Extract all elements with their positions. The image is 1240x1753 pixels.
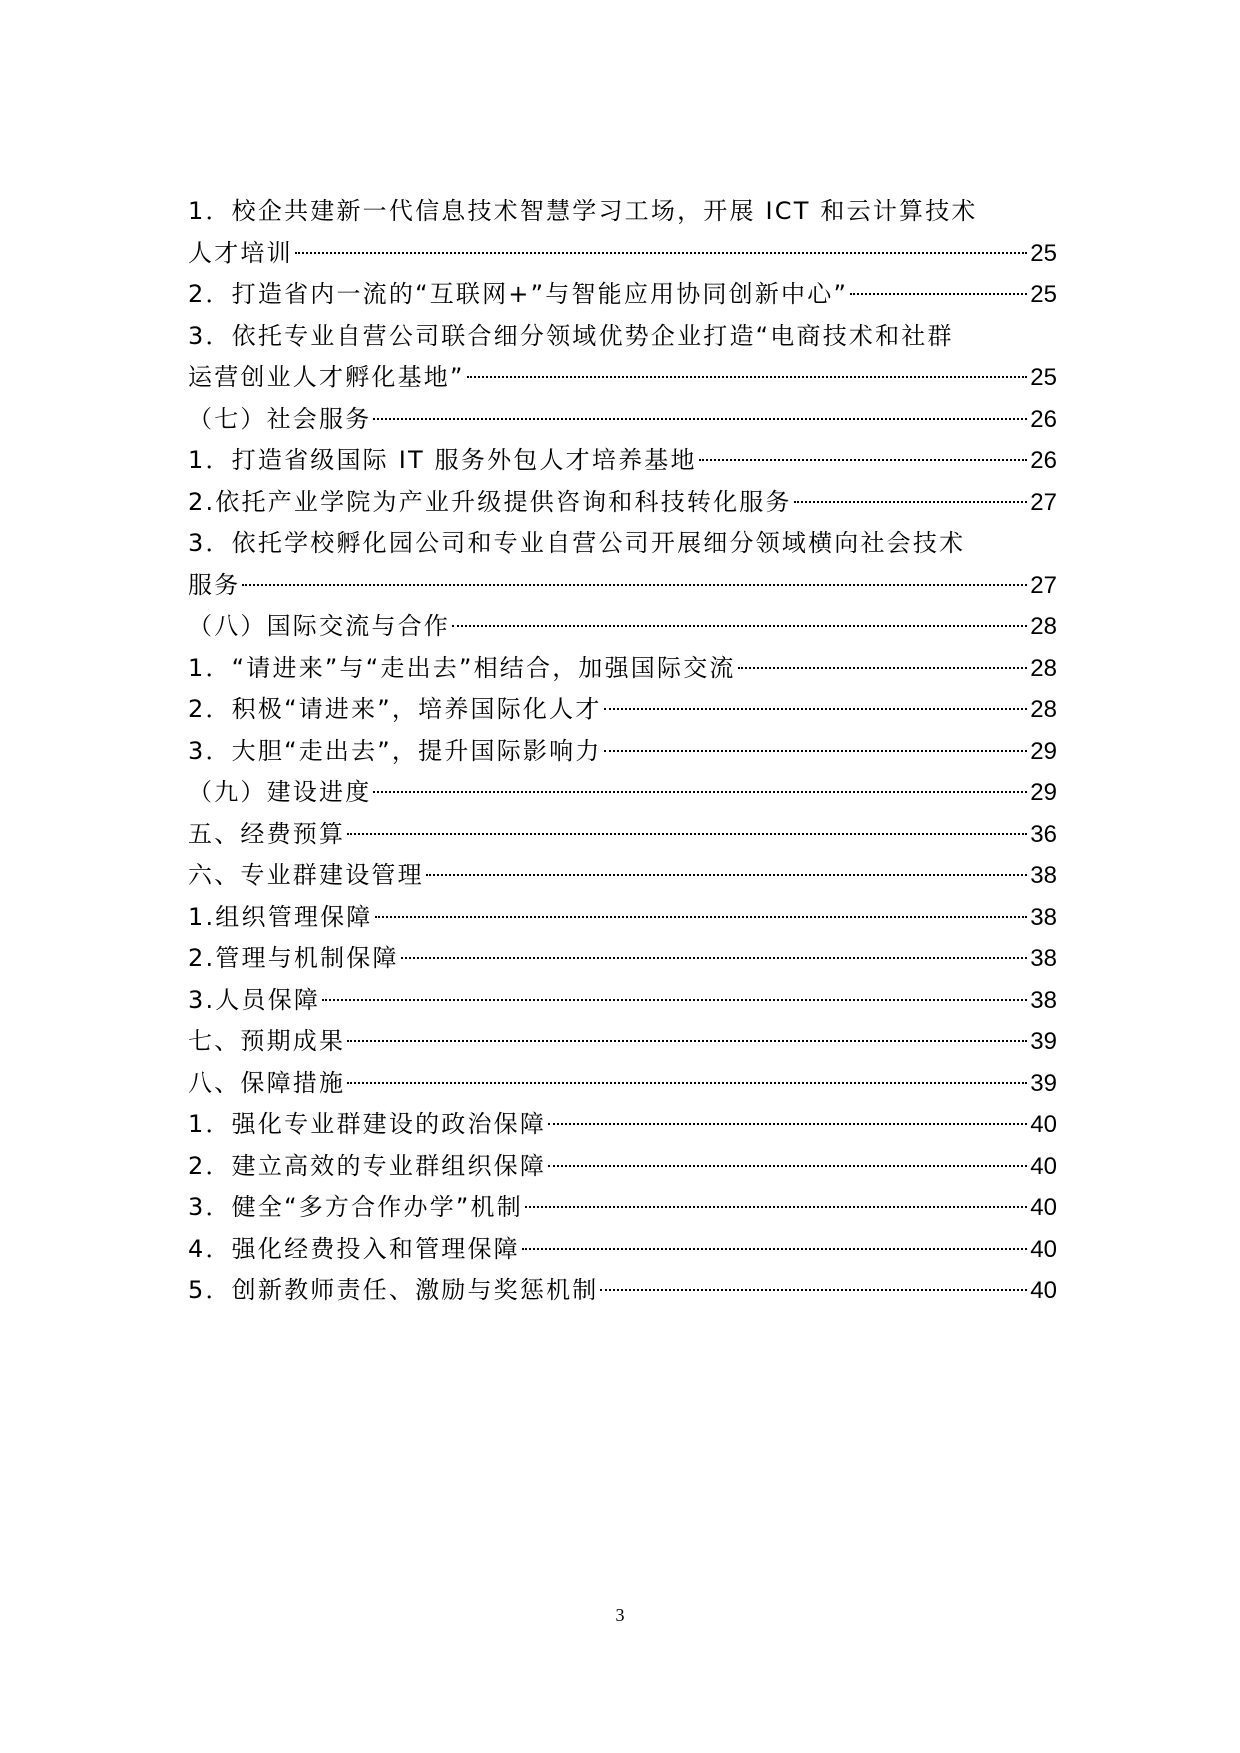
dot-leader (738, 667, 1028, 669)
toc-entry-title: 1．强化专业群建设的政治保障 (188, 1110, 547, 1138)
toc-page-number: 40 (1030, 1235, 1057, 1263)
toc-entry[interactable] (188, 1104, 1057, 1146)
toc-entry-title: 七、预期成果 (188, 1027, 346, 1055)
dot-leader (794, 501, 1028, 503)
toc-entry-section[interactable] (188, 606, 1057, 648)
toc-entry-title: 人才培训 (188, 238, 293, 267)
toc-page-number: 26 (1030, 447, 1057, 474)
dot-leader (322, 999, 1027, 1001)
dot-leader (426, 874, 1027, 876)
dot-leader (850, 293, 1027, 295)
toc-entry-section[interactable] (188, 772, 1057, 814)
dot-leader (604, 708, 1028, 710)
toc-entry-section[interactable] (188, 399, 1057, 441)
toc-entry-title: 1．“请进来”与“走出去”相结合，加强国际交流 (188, 653, 736, 682)
toc-entry-chapter[interactable] (188, 1063, 1057, 1105)
toc-entry-chapter[interactable] (188, 1021, 1057, 1063)
toc-page-number: 26 (1030, 405, 1057, 433)
dot-leader (522, 1248, 1027, 1250)
dot-leader (452, 625, 1027, 627)
dot-leader (548, 1123, 1027, 1125)
toc-entry[interactable] (188, 565, 1057, 607)
toc-entry-title: 5．创新教师责任、激励与奖惩机制 (188, 1276, 599, 1304)
toc-page-number: 25 (1030, 239, 1057, 267)
toc-entry-title: 2．打造省内一流的“互联网+”与智能应用协同创新中心” (188, 280, 849, 308)
toc-page-number: 28 (1030, 696, 1057, 723)
toc-entry[interactable] (188, 274, 1057, 316)
toc-entry[interactable] (188, 233, 1057, 275)
toc-entry-title: （七）社会服务 (188, 404, 372, 433)
page-number: 3 (615, 1605, 625, 1625)
toc-entry[interactable] (188, 357, 1057, 399)
toc-page-number: 28 (1030, 654, 1057, 682)
dot-leader (295, 252, 1027, 254)
toc-entry-title: （八）国际交流与合作 (188, 612, 450, 640)
toc-page-number: 27 (1030, 571, 1057, 599)
toc-entry[interactable] (188, 648, 1057, 690)
toc-page-number: 29 (1030, 779, 1057, 806)
toc-entry-title: 4．强化经费投入和管理保障 (188, 1234, 520, 1263)
toc-entry-title: 八、保障措施 (188, 1068, 346, 1097)
toc-page-number: 40 (1030, 1111, 1057, 1138)
toc-entry-title: 服务 (188, 570, 241, 599)
toc-page-number: 36 (1030, 820, 1057, 848)
dot-leader (373, 791, 1027, 793)
toc-entry-title: 六、专业群建设管理 (188, 861, 424, 889)
dot-leader (467, 376, 1028, 378)
toc-entry[interactable] (188, 1146, 1057, 1188)
toc-entry[interactable] (188, 440, 1057, 482)
toc-page-number: 38 (1030, 862, 1057, 889)
toc-entry-title: 2.依托产业学院为产业升级提供咨询和科技转化服务 (188, 487, 792, 516)
toc-entry-title: 1．打造省级国际 IT 服务外包人才培养基地 (188, 446, 697, 474)
toc-page-number: 28 (1030, 613, 1057, 640)
toc-entry-first-line: 3．依托学校孵化园公司和专业自营公司开展细分领域横向社会技术 (188, 529, 966, 557)
toc-entry-title: 2．积极“请进来”，培养国际化人才 (188, 695, 602, 723)
toc-entry-chapter[interactable] (188, 855, 1057, 897)
toc-entry-title: 五、经费预算 (188, 819, 346, 848)
dot-leader (401, 957, 1028, 959)
toc-entry-title: （九）建设进度 (188, 778, 372, 806)
dot-leader (375, 916, 1028, 918)
toc-page-number: 40 (1030, 1194, 1057, 1221)
toc-page-number: 39 (1030, 1069, 1057, 1097)
toc-entry[interactable] (188, 1270, 1057, 1312)
dot-leader (604, 750, 1028, 752)
dot-leader (373, 418, 1027, 420)
toc-entry-title: 3．健全“多方合作办学”机制 (188, 1193, 523, 1221)
toc-entry[interactable] (188, 1187, 1057, 1229)
dot-leader (347, 833, 1027, 835)
toc-page-number: 40 (1030, 1152, 1057, 1180)
toc-entry-title: 3.人员保障 (188, 985, 321, 1014)
dot-leader (347, 1040, 1027, 1042)
toc-entry[interactable] (188, 897, 1057, 939)
dot-leader (242, 584, 1027, 586)
dot-leader (699, 459, 1028, 461)
toc-page-number: 38 (1030, 986, 1057, 1014)
dot-leader (600, 1289, 1027, 1291)
toc-page-number: 27 (1030, 488, 1057, 516)
toc-entry-title: 2．建立高效的专业群组织保障 (188, 1151, 547, 1180)
toc-entry-first-line: 3．依托专业自营公司联合细分领域优势企业打造“电商技术和社群 (188, 321, 954, 350)
toc-entry-title: 3．大胆“走出去”，提升国际影响力 (188, 736, 602, 765)
toc-page-number: 38 (1030, 945, 1057, 972)
toc-entry[interactable] (188, 482, 1057, 524)
toc-page-number: 40 (1030, 1277, 1057, 1304)
toc-page-number: 38 (1030, 903, 1057, 931)
toc-entry-title: 1.组织管理保障 (188, 902, 373, 931)
dot-leader (548, 1165, 1027, 1167)
toc-page-number: 29 (1030, 737, 1057, 765)
table-of-contents (188, 191, 1057, 1312)
toc-page-number: 39 (1030, 1028, 1057, 1055)
toc-entry-chapter[interactable] (188, 814, 1057, 856)
dot-leader (525, 1206, 1027, 1208)
toc-entry[interactable] (188, 731, 1057, 773)
toc-page-number: 25 (1030, 364, 1057, 391)
toc-entry[interactable] (188, 689, 1057, 731)
toc-entry[interactable] (188, 1229, 1057, 1271)
toc-entry-first-line: 1．校企共建新一代信息技术智慧学习工场，开展 ICT 和云计算技术 (188, 197, 978, 225)
dot-leader (347, 1082, 1027, 1084)
toc-entry[interactable] (188, 980, 1057, 1022)
toc-entry-title: 运营创业人才孵化基地” (188, 363, 465, 391)
toc-entry[interactable] (188, 938, 1057, 980)
toc-page-number: 25 (1030, 281, 1057, 308)
toc-entry-title: 2.管理与机制保障 (188, 944, 399, 972)
